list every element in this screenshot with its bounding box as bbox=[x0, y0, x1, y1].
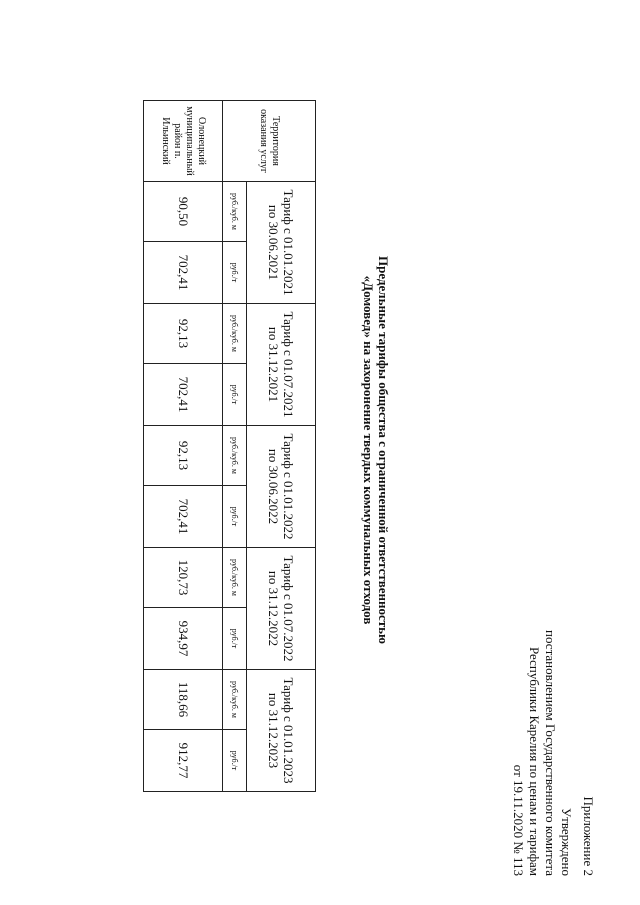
title-line: Предельные тарифы общества с ограниченной ответственностью bbox=[376, 255, 391, 644]
unit-t: руб./т bbox=[223, 364, 247, 426]
unit-m3: руб./куб. м bbox=[223, 670, 247, 730]
unit-t: руб./т bbox=[223, 730, 247, 792]
tariff-value: 702,41 bbox=[144, 364, 223, 426]
rotated-page bbox=[36, 20, 596, 880]
period-header: Тариф с 01.01.2023 по 31.12.2023 bbox=[247, 670, 316, 792]
appendix-label: Приложение 2 bbox=[581, 796, 596, 876]
period-header: Тариф с 01.07.2021 по 31.12.2021 bbox=[247, 304, 316, 426]
unit-t: руб./т bbox=[223, 242, 247, 304]
document-title bbox=[361, 20, 391, 880]
tariff-value: 912,77 bbox=[144, 730, 223, 792]
tariff-value: 118,66 bbox=[144, 670, 223, 730]
territory-cell: Олонецкий муниципальный район п. Ильинский bbox=[144, 101, 223, 182]
tariff-value: 92,13 bbox=[144, 426, 223, 486]
unit-m3: руб./куб. м bbox=[223, 182, 247, 242]
unit-m3: руб./куб. м bbox=[223, 304, 247, 364]
table-row bbox=[144, 101, 223, 792]
table-unit-row bbox=[223, 101, 247, 792]
tariff-value: 120,73 bbox=[144, 548, 223, 608]
approval-block bbox=[510, 20, 574, 876]
tariff-value: 90,50 bbox=[144, 182, 223, 242]
unit-m3: руб./куб. м bbox=[223, 548, 247, 608]
tariff-value: 934,97 bbox=[144, 608, 223, 670]
approval-line: Утверждено bbox=[559, 807, 574, 876]
unit-m3: руб./куб. м bbox=[223, 426, 247, 486]
approval-line: Республики Карелия по ценам и тарифам bbox=[527, 646, 542, 876]
unit-t: руб./т bbox=[223, 608, 247, 670]
tariff-value: 702,41 bbox=[144, 486, 223, 548]
approval-line: от 19.11.2020 № 113 bbox=[511, 764, 526, 876]
tariff-value: 92,13 bbox=[144, 304, 223, 364]
period-header: Тариф с 01.01.2021 по 30.06.2021 bbox=[247, 182, 316, 304]
period-header: Тариф с 01.01.2022 по 30.06.2022 bbox=[247, 426, 316, 548]
tariff-value: 702,41 bbox=[144, 242, 223, 304]
unit-t: руб./т bbox=[223, 486, 247, 548]
territory-header: Территория оказания услуг bbox=[223, 101, 316, 182]
table-header-row bbox=[247, 101, 316, 792]
tariff-table bbox=[143, 100, 316, 792]
approval-line: постановлением Государственного комитета bbox=[543, 630, 558, 876]
title-line: «Домовед» на захоронение твердых коммунальных отходов bbox=[361, 275, 376, 625]
period-header: Тариф с 01.07.2022 по 31.12.2022 bbox=[247, 548, 316, 670]
